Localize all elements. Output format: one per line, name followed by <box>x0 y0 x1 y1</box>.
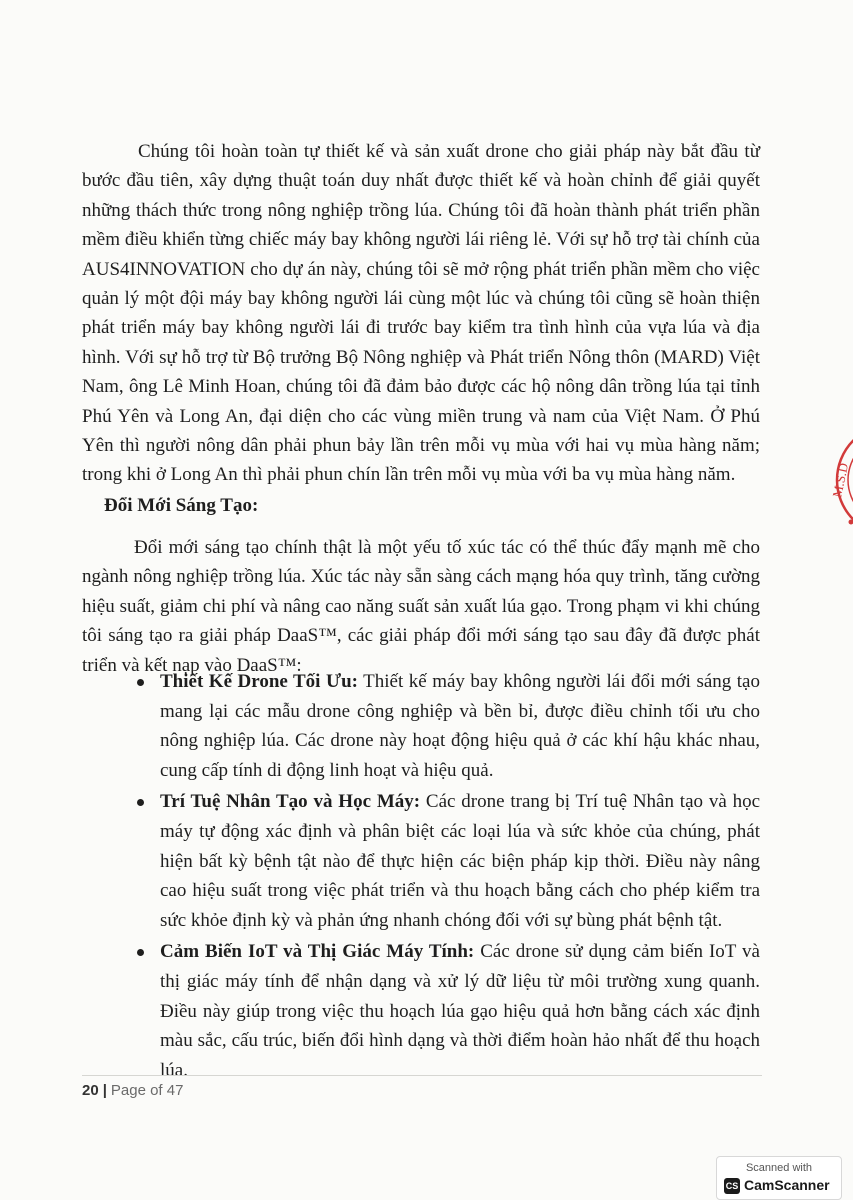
list-item <box>160 667 760 785</box>
page-footer <box>82 1082 183 1099</box>
bullet-icon <box>137 949 144 956</box>
footer-divider <box>82 1075 762 1076</box>
scanned-with-label: Scanned with <box>745 1162 813 1174</box>
list-item-text: Các drone sử dụng cảm biến IoT và thị giác máy tính để nhận dạng và xử lý dữ liệu từ môi trường xung quanh. Điều này giúp trong việc thu hoạch lúa gạo hiệu quả hơn bằng cách xác định màu sắc, cấu trúc, biến đổi hình dạng và thời điểm hoàn hảo nhất để thu hoạch lúa. <box>160 941 760 1081</box>
section-heading: Đổi Mới Sáng Tạo: <box>104 495 259 516</box>
camscanner-watermark <box>716 1156 842 1200</box>
red-seal-stamp-icon <box>815 420 853 540</box>
camscanner-name: CamScanner <box>744 1177 830 1193</box>
list-item-text: Thiết kế máy bay không người lái đổi mới sáng tạo mang lại các mẫu drone công nghiệp và bền bỉ, được điều chỉnh tối ưu cho nông nghiệp lúa. Các drone này hoạt động hiệu quả ở các khí hậu khác nhau, cung cấp tính di động linh hoạt và hiệu quả. <box>160 671 760 781</box>
body-paragraph-1: Chúng tôi hoàn toàn tự thiết kế và sản xuất drone cho giải pháp này bắt đầu từ bước đầu tiên, xây dựng thuật toán duy nhất được thiết kế và hoàn chỉnh để giải quyết những thách thức trong nông nghiệp trồng lúa. Chúng tôi đã hoàn thành phát triển phần mềm điều khiển từng chiếc máy bay không người lái riêng lẻ. Với sự hỗ trợ tài chính của AUS4INNOVATION cho dự án này, chúng tôi sẽ mở rộng phát triển phần mềm cho việc quản lý một đội máy bay không người lái cùng một lúc và chúng tôi cũng sẽ hoàn thiện phát triển máy bay không người lái đi trước bay kiểm tra tình hình của vựa lúa và địa hình. Với sự hỗ trợ từ Bộ trưởng Bộ Nông nghiệp và Phát triển Nông thôn (MARD) Việt Nam, ông Lê Minh Hoan, chúng tôi đã đảm bảo được các hộ nông dân trồng lúa tại tỉnh Phú Yên và Long An, đại diện cho các vùng miền trung và nam của Việt Nam. Ở Phú Yên thì người nông dân phải phun bảy lần trên mỗi vụ mùa với hai vụ mùa hàng năm; trong khi ở Long An thì phải phun chín lần trên mỗi vụ mùa với ba vụ mùa hàng năm. <box>82 141 760 486</box>
bullet-icon <box>137 679 144 686</box>
footer-separator: | <box>102 1082 107 1099</box>
list-item-title: Cảm Biến IoT và Thị Giác Máy Tính: <box>160 941 475 963</box>
list-item <box>160 787 760 935</box>
list-item-title: Thiết Kế Drone Tối Ưu: <box>160 671 358 692</box>
page-number: 20 <box>82 1082 99 1099</box>
list-item-title: Trí Tuệ Nhân Tạo và Học Máy: <box>160 791 421 813</box>
feature-list <box>160 667 760 1087</box>
bullet-icon <box>137 799 144 806</box>
body-paragraph-2: Đổi mới sáng tạo chính thật là một yếu tố xúc tác có thể thúc đẩy mạnh mẽ cho ngành nông nghiệp trồng lúa. Xúc tác này sẵn sàng cách mạng hóa quy trình, tăng cường hiệu suất, giảm chi phí và nâng cao năng suất sản xuất lúa gạo. Trong phạm vi khi chúng tôi sáng tạo ra giải pháp DaaS™, các giải pháp đổi mới sáng tạo sau đây đã được phát triển và kết nạp vào DaaS™: <box>82 537 760 676</box>
list-item-text: Các drone trang bị Trí tuệ Nhân tạo và học máy tự động xác định và phân biệt các loại lúa và sức khỏe của chúng, phát hiện bất kỳ bệnh tật nào để thực hiện các biện pháp kịp thời. Điều này nâng cao hiệu suất trong việc phát triển và thu hoạch bằng cách cho phép kiểm tra sức khỏe định kỳ và phản ứng nhanh chóng đối với sự bùng phát bệnh tật. <box>160 791 761 931</box>
svg-text:M.S.D: M.S.D <box>829 461 852 499</box>
camscanner-logo-icon: CS <box>724 1178 740 1194</box>
page-of-label: Page of 47 <box>110 1082 184 1099</box>
list-item <box>160 937 760 1085</box>
